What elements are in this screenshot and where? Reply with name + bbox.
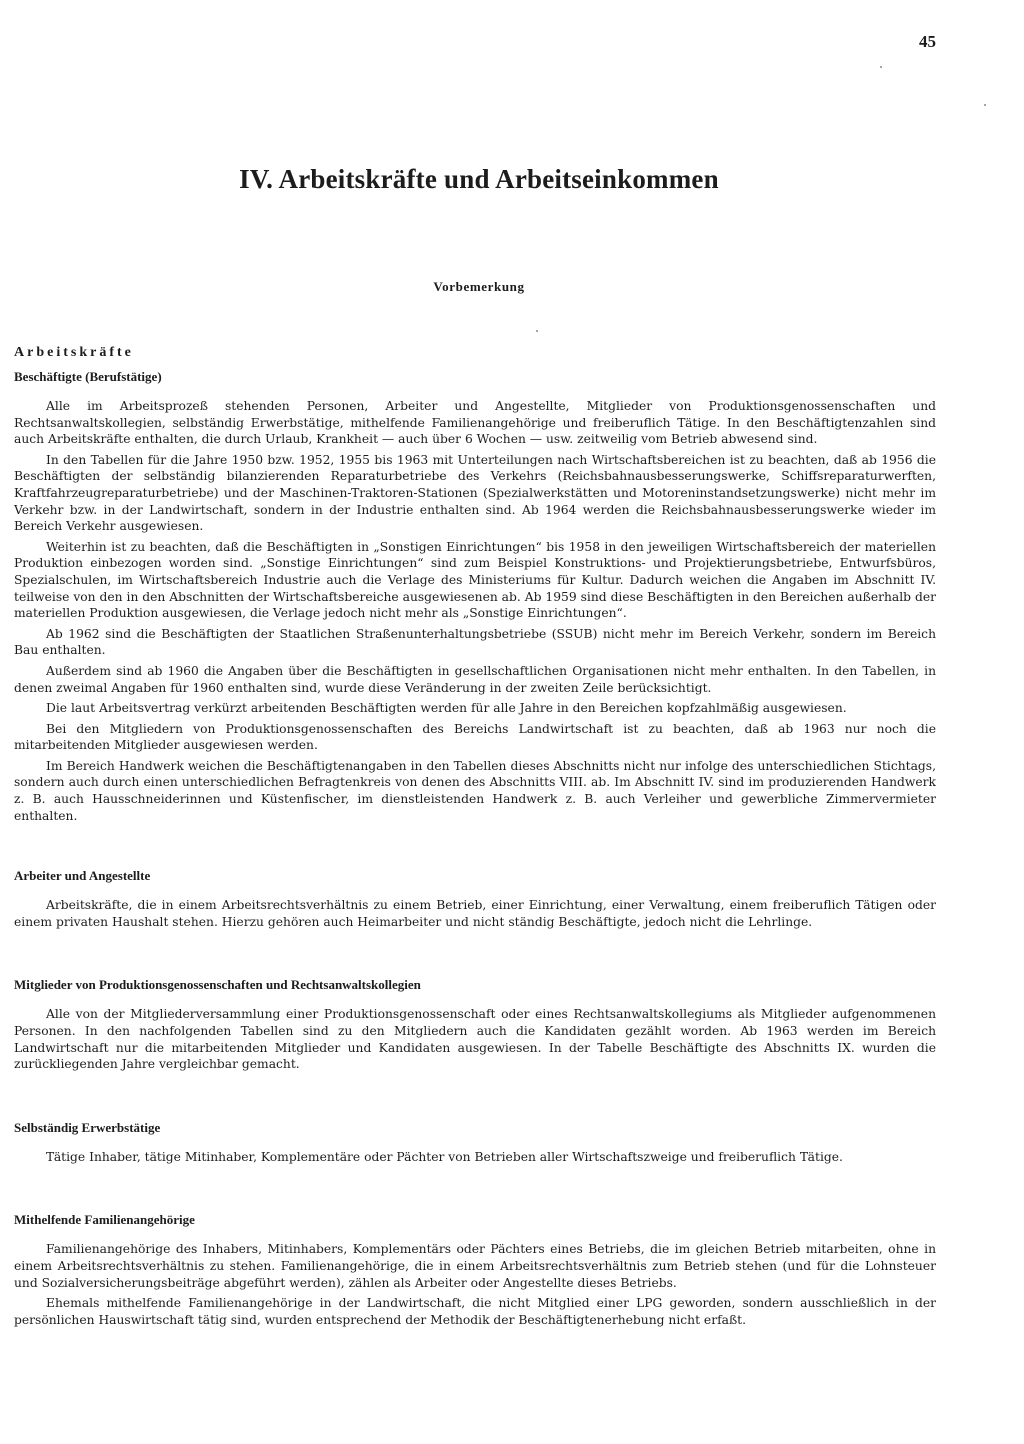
paragraph: Arbeitskräfte, die in einem Arbeitsrechtsverhältnis zu einem Betrieb, einer Einrichtung, einer Verwaltung, einem freiberuflich Tätigen oder einem privaten Haushalt stehen. Hierzu gehören auch Heimarbeiter und nicht ständig Beschäftigte, jedoch nicht die Lehrlinge.	[14, 898, 936, 929]
scan-speck	[536, 330, 538, 332]
subsection-heading: Arbeiter und Angestellte	[14, 868, 151, 884]
section-title: Arbeitskräfte	[14, 345, 134, 360]
document-body	[14, 345, 936, 1332]
paragraph: Ab 1962 sind die Beschäftigten der Staatlichen Straßenunterhaltungsbetriebe (SSUB) nicht mehr im Bereich Verkehr, sondern im Bereich Bau enthalten.	[14, 626, 936, 658]
subsection-heading: Mithelfende Familienangehörige	[14, 1212, 195, 1228]
paragraph: Ehemals mithelfende Familienangehörige in der Landwirtschaft, die nicht Mitglied einer LPG geworden, sondern ausschließlich in der persönlichen Hauswirtschaft tätig sind, wurden entsprechend der Methodik der Beschäftigtenerhebung nicht erfaßt.	[14, 1296, 936, 1327]
paragraph: Im Bereich Handwerk weichen die Beschäftigtenangaben in den Tabellen dieses Abschnitts nicht nur infolge des unterschiedlichen Stichtags, sondern auch durch einen unterschiedlichen Befragtenkreis von denen des Abschnitts VIII. ab. Im Abschnitt IV. sind im produzierenden Handwerk z. B. auch Hausschneiderinnen und Küstenfischer, im dienstleistenden Handwerk z. B. auch Verleiher und gewerbliche Zimmervermieter enthalten.	[14, 758, 936, 823]
paragraph: Weiterhin ist zu beachten, daß die Beschäftigten in „Sonstigen Einrichtungen“ bis 1958 in den jeweiligen Wirtschaftsbereich der materiellen Produktion einbezogen worden sind. „Sonstige Einrichtungen“ sind zum Beispiel Konstruktions- und Projektierungsbetriebe, Entwurfsbüros, Spezialschulen, im Wirtschaftsbereich Industrie auch die Verlage des Ministeriums für Kultur. Dadurch weichen die Angaben im Abschnitt IV. teilweise von den in den Abschnitten der Wirtschaftsbereiche ausgewiesenen ab. Ab 1959 sind diese Beschäftigten in den Bereichen außerhalb der materiellen Produktion ausgewiesen, die Verlage jedoch nicht mehr als „Sonstige Einrichtungen“.	[14, 539, 936, 621]
spacer	[14, 934, 936, 977]
paragraph: Die laut Arbeitsvertrag verkürzt arbeitenden Beschäftigten werden für alle Jahre in den Bereichen kopfzahlmäßig ausgewiesen.	[46, 701, 847, 716]
paragraph: Bei den Mitgliedern von Produktionsgenossenschaften des Bereichs Landwirtschaft ist zu beachten, daß ab 1963 nur noch die mitarbeitenden Mitglieder ausgewiesen werden.	[14, 721, 936, 753]
paragraph: Familienangehörige des Inhabers, Mitinhabers, Komplementärs oder Pächters eines Betriebs, die im gleichen Betrieb mitarbeiten, ohne in einem Arbeitsrechtsverhältnis zu stehen. Familienangehörige, die in einem Arbeitsrechtsverhältnis zum Betrieb stehen (und für die Lohnsteuer und Sozialversicherungsbeiträge abgeführt werden), zählen als Arbeiter oder Angestellte dieses Betriebs.	[14, 1242, 936, 1290]
paragraph: Außerdem sind ab 1960 die Angaben über die Beschäftigten in gesellschaftlichen Organisationen nicht mehr enthalten. In den Tabellen, in denen zweimal Angaben für 1960 enthalten sind, wurde diese Veränderung in der zweiten Zeile berücksichtigt.	[14, 663, 936, 695]
spacer	[14, 1169, 936, 1212]
paragraph: Alle von der Mitgliederversammlung einer Produktionsgenossenschaft oder eines Rechtsanwaltskollegiums als Mitglieder aufgenommenen Personen. In den nachfolgenden Tabellen sind zu den Mitgliedern auch die Kandidaten gezählt worden. Ab 1963 werden im Bereich Landwirtschaft nur die mitarbeitenden Mitglieder und Kandidaten ausgewiesen. In der Tabelle Beschäftigte des Abschnitts IX. wurden die zurückliegenden Jahre vergleichbar gemacht.	[14, 1007, 936, 1072]
scan-speck	[880, 66, 882, 68]
paragraph: In den Tabellen für die Jahre 1950 bzw. 1952, 1955 bis 1963 mit Unterteilungen nach Wirtschaftsbereichen ist zu beachten, daß ab 1956 die Beschäftigten der selbständig bilanzierenden Reparaturbetriebe des Verkehrs (Reichsbahnausbesserungswerke, Schiffsreparaturwerften, Kraftfahrzeugreparaturbetriebe) und der Maschinen-Traktoren-Stationen (Spezialwerkstätten und Motoreninstandsetzungswerke) nicht mehr im Verkehr bzw. in der Landwirtschaft, sondern in der Industrie enthalten sind. Ab 1964 werden die Reichsbahnausbesserungswerke wieder im Bereich Verkehr ausgewiesen.	[14, 452, 936, 534]
subsection-heading: Mitglieder von Produktionsgenossenschaften und Rechtsanwaltskollegien	[14, 977, 421, 993]
subsection-heading: Selbständig Erwerbstätige	[14, 1119, 161, 1135]
chapter-title: IV. Arbeitskräfte und Arbeitseinkommen	[239, 164, 719, 194]
spacer	[14, 1077, 936, 1120]
paragraph: Tätige Inhaber, tätige Mitinhaber, Komplementäre oder Pächter von Betrieben aller Wirtschaftszweige und freiberuflich Tätige.	[46, 1149, 843, 1164]
page-number: 45	[919, 32, 936, 51]
spacer	[14, 828, 936, 868]
preface-title: Vorbemerkung	[433, 279, 525, 294]
scan-speck	[984, 104, 986, 106]
paragraph: Alle im Arbeitsprozeß stehenden Personen, Arbeiter und Angestellte, Mitglieder von Produktionsgenossenschaften und Rechtsanwaltskollegien, selbständig Erwerbstätige, mithelfende Familienangehörige und freiberuflich Tätige. In den Beschäftigtenzahlen sind auch Arbeitskräfte enthalten, die durch Urlaub, Krankheit — auch über 6 Wochen — usw. zeitweilig vom Betrieb abwesend sind.	[14, 399, 936, 447]
subsection-heading: Beschäftigte (Berufstätige)	[14, 369, 162, 384]
